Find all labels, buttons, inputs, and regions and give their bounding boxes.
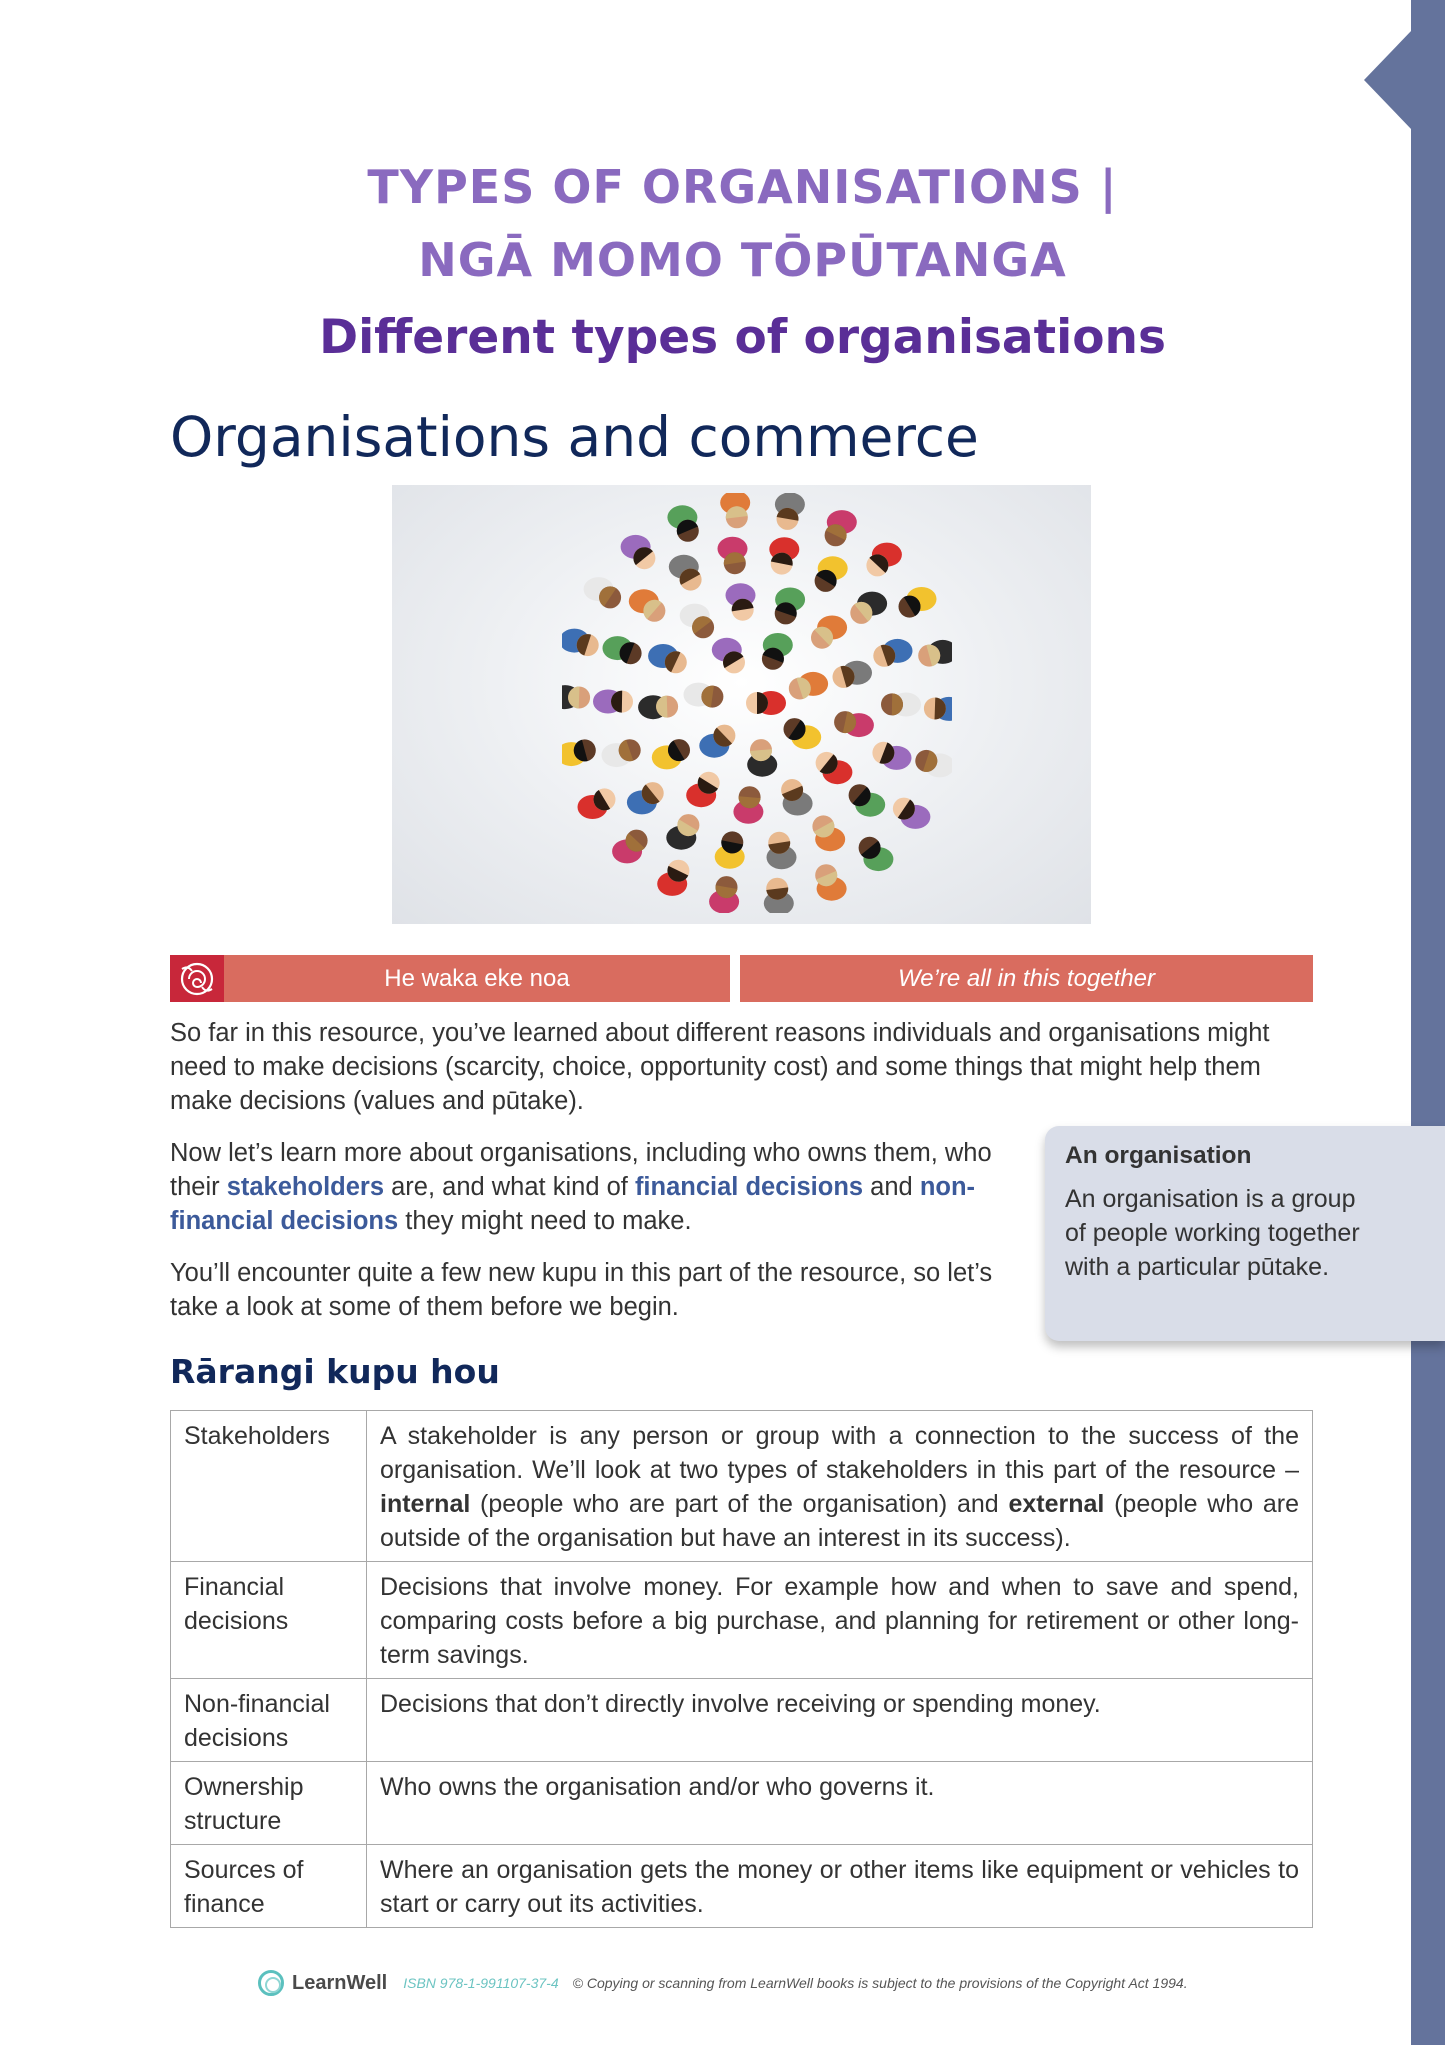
kupu-paragraph: You’ll encounter quite a few new kupu in this part of the resource, so let’s take a look at some of them before we begin.	[170, 1259, 993, 1321]
table-row	[171, 1411, 1313, 1562]
text-run: they might need to make.	[398, 1207, 692, 1235]
text-run: A stakeholder is any person or group with a connection to the success of the organisation. We’ll look at two types of stakeholders in this part of the resource –	[380, 1422, 1299, 1484]
topic-title-line1: TYPES OF ORGANISATIONS |	[367, 160, 1118, 214]
page-subtitle: Different types of organisations	[319, 310, 1166, 365]
keyword-non-financial-decisions: non-financial decisions	[170, 1173, 976, 1235]
group-photo	[392, 485, 1091, 924]
text-run: Now let’s learn more about organisations, including who owns them, who their	[170, 1139, 992, 1201]
section-heading: Organisations and commerce	[170, 405, 979, 469]
text-run: (people who are outside of the organisation but have an interest in its success).	[380, 1490, 1299, 1552]
definition-callout	[1045, 1126, 1445, 1341]
publisher-logo-text: LearnWell	[292, 1971, 388, 1994]
callout-body: An organisation is a group of people working together with a particular pūtake.	[1065, 1185, 1360, 1281]
definition-cell: Who owns the organisation and/or who governs it.	[367, 1762, 1313, 1845]
table-row	[171, 1845, 1313, 1928]
callout-title: An organisation	[1065, 1142, 1252, 1169]
table-row	[171, 1762, 1313, 1845]
keyword-financial-decisions: financial decisions	[634, 1173, 864, 1201]
definition-cell: Where an organisation gets the money or other items like equipment or vehicles to start or carry out its activities.	[367, 1845, 1313, 1928]
vocab-table	[170, 1410, 1313, 1928]
learnwell-logo-icon	[258, 1970, 284, 1996]
topic-title-line2: NGĀ MOMO TŌPŪTANGA	[418, 233, 1067, 287]
keyword-external: external	[1008, 1490, 1105, 1518]
term-cell: Ownership structure	[171, 1762, 367, 1845]
text-run: are, and what kind of	[384, 1173, 635, 1201]
text-run: and	[863, 1173, 920, 1201]
text-run: (people who are part of the organisation) and	[470, 1490, 1009, 1518]
page-footer	[258, 1968, 1188, 1998]
page-edge-bar	[1411, 0, 1445, 2045]
definition-cell: Decisions that don’t directly involve receiving or spending money.	[367, 1679, 1313, 1762]
keyword-stakeholders: stakeholders	[226, 1173, 385, 1201]
group-photo-icon	[562, 493, 952, 913]
keyword-internal: internal	[380, 1490, 471, 1518]
term-cell: Non-financial decisions	[171, 1679, 367, 1762]
copyright-notice: © Copying or scanning from LearnWell books is subject to the provisions of the Copyright Act 1994.	[572, 1975, 1188, 1991]
definition-cell: Decisions that involve money. For example how and when to save and spend, comparing costs before a big purchase, and planning for retirement or other long-term savings.	[367, 1562, 1313, 1679]
definition-cell	[367, 1411, 1313, 1562]
page-edge-tab	[1364, 30, 1412, 130]
organisations-paragraph	[170, 1136, 1020, 1238]
proverb-english: We’re all in this together	[740, 955, 1313, 1002]
koru-icon	[170, 955, 224, 1002]
table-row	[171, 1562, 1313, 1679]
page-edge-tab-fill	[1411, 30, 1445, 130]
isbn: ISBN 978-1-991107-37-4	[403, 1975, 559, 1991]
vocab-heading: Rārangi kupu hou	[170, 1352, 500, 1391]
proverb-maori: He waka eke noa	[224, 955, 730, 1002]
term-cell: Stakeholders	[171, 1411, 367, 1562]
term-cell: Sources of finance	[171, 1845, 367, 1928]
table-row	[171, 1679, 1313, 1762]
intro-paragraph: So far in this resource, you’ve learned about different reasons individuals and organisations might need to make decisions (scarcity, choice, opportunity cost) and some things that might help them make decisions (values and pūtake).	[170, 1019, 1270, 1115]
term-cell: Financial decisions	[171, 1562, 367, 1679]
